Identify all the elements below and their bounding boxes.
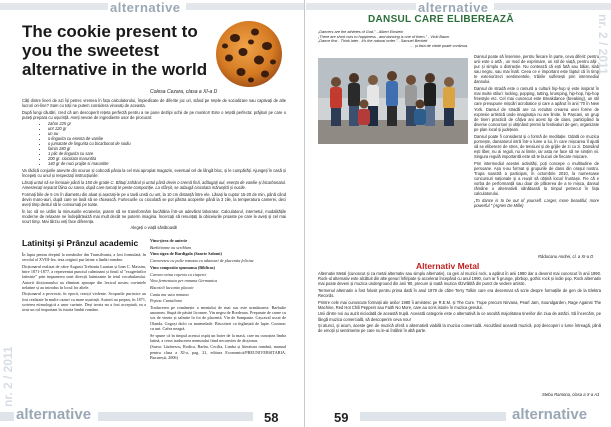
menu-item: Biscoteli laccanto placate <box>150 284 194 290</box>
menu-item: Popesc Cantaliono <box>150 298 182 304</box>
page-number-left: 58 <box>264 410 279 425</box>
latin-paragraph: Traducerea pe românește a meniului de mai sus este următoarea: Barbulie anoarom. Stupă de păsări liconare. Vin negru de Bordeaux. Preparate de carne cu sos de vinete și salmite în foi de placentă. Vin de Sampanie. Cașcaval uscat de Olanda. Gogoși dulci cu marmelade. Biscotteri cu înghețată de lapte. Cozonac cu unt. Cafea neagră. <box>150 305 286 331</box>
latin-paragraph: În lupta pentru dreptul la românilor din Transilvania, a fost formulată, în secolul al XVIII-lea, teza originii pur latine a limbii române. <box>22 252 146 263</box>
cookie-body <box>216 21 282 87</box>
footer-band-mid <box>98 412 253 421</box>
metal-paragraph: Alternativ Metal (cunoscut și ca metal alternativ sau simplu alternativ), ca gen al muzicii rock, a apărut în anii 1980 dar a devenit mai cunoscut în anii 1990. Rock-ul alternativ este alcătuit din alte genuri înfiripate și accelerat începând cu anul 1990, cum ar fi grunge, pbrbop, gothic rock și indie pop. Rock alternativ mai poate deveni și muzica underground din anii '80, precum și toată muzica răzvrătită din punct de vedere artistic. <box>318 271 601 287</box>
ingredient-item: • 140 gr de nuci prajite si maruntite <box>48 161 286 166</box>
menu-item: Vinu sigra de Burdigala (Sancte Salomi) <box>150 251 222 257</box>
dance-quotes <box>318 30 468 48</box>
quote: „Dance first . Think later . It's the natural order." - Samuel Beckett <box>318 39 428 44</box>
ingredient-item: • o jumatate de lingurita cu bicarbonat de sodiu <box>48 141 286 146</box>
quote: „There are short cuts to happiness , and dancing is one of them." - Vicki Baum <box>318 34 450 39</box>
header-band-right <box>494 3 611 10</box>
latin-paragraph: Dicționarul a provocat, în epocă, reacții violente. Scopurile puristice au fost realizate în multe cazuri cu mare ușurință. Autorii au propus, în 1871, scrierea etimologică a unor cuvinte. Deși teoria nu a fost acceptată, ea a avut un rol important în istoria limbii române. <box>22 291 146 313</box>
metal-paragraph: Unii dintre noi au auzit niciodată de această trupă. Această categorie este o alternativă la ce ascultă majoritatea tinerilor din ziua de astăzi. Să încercăm, pe lângă muzica comercială, să descoperim ceva nou! <box>318 311 601 322</box>
menu-item: Vinu composito spumansa (Biblicas) <box>150 264 215 270</box>
ingredient-item: • 1 plic de lingurita cu sare <box>48 151 286 156</box>
cookie-paragraph: Lăsați untul să se înmoaie până la 150 de grade C. Bătuți zahărul și untul până devin o cremă fină, adăugați oul, esența de vanilie și bicarbonatul. Amestecați separat făina cu sarea, după care turnați le peste compoziție. La sfârșit, se adaugă ciocolata mărunțită și nucile. <box>22 180 286 191</box>
menu-item: Carnea ovina coperta cu ciuperci <box>150 271 207 277</box>
latin-article-col2 <box>150 238 286 362</box>
side-text-left: nr. 2 / 2011 <box>1 346 15 407</box>
footer-word-left: alternative <box>16 406 92 423</box>
ingredient-item: • o lingurita cu esenta de vanilie <box>48 136 286 141</box>
cookie-intro: Câți dintre lineri de azi își petrec vremea în fața calculatorului, împiedicate de diferite joc uri, stând pe rețele de socializare sau captivați de alte lucruri on-line? Sam cu toții ne putem considera vinovați de aceasta. <box>22 98 286 109</box>
header-word-right: alternative <box>418 0 489 15</box>
header-band-right <box>186 3 305 10</box>
metal-paragraph: Și atunci, și acum, aceste gen de muzică oferă o alternativă viabilă la muzica comercială. Ascultând această muzică, poți descoperi o lume întreagă, plină de emoții și sentimente pe care nu le-ai întâlnit în altă parte. <box>318 323 601 334</box>
side-text-right: nr. 2 / 2011 <box>596 14 610 75</box>
footer-band-mid <box>360 412 506 421</box>
cookie-article-author: Colesa Cezara, clasa a XI-a D <box>150 89 218 95</box>
header-band-left <box>0 3 108 10</box>
cookie-paragraph: În loc să ne uităm la minusurile ecranelor, putem să ne transformăm bucătăria într-un adevărat laborator. Calculatorul, internetul, modalitățile moderne de relaxare ne îndepărtează mai mult decât ne puterm imagina. Încercați să renunțați la obiceiurile proaste pe care le aveți și cel mai scurt timp. Mai târziu veți face diferența. <box>22 208 286 224</box>
cookie-article-body <box>22 98 286 232</box>
footer-word-right: alternative <box>512 406 588 423</box>
page-number-right: 59 <box>334 410 349 425</box>
cookie-article-title: The cookie present to you the sweetest alternative in the world <box>22 22 208 79</box>
latin-article-title: Latinitşi şi Prânzul academic <box>22 238 139 248</box>
menu-item: Vinu-ţirra de antecie <box>150 238 188 243</box>
dance-group-photo <box>318 58 468 144</box>
right-page <box>306 0 611 427</box>
menu-item: Cantu ma vuta romana <box>150 291 189 297</box>
metal-paragraph: Printre cele mai cunoscute formații ale anilor 1980 îi amintesc pe R.E.M. și The Cure. Trupe precum Nirvana, Pearl Jam, Soundgarden, Rage Against The Machine, Red Hot Chili Peppers sau Faith No More, care au scris istorie în muzica genului. <box>318 299 601 310</box>
cookie-image <box>213 18 285 90</box>
dance-paragraph: Dansul poate să însemne, pentru fiecare în parte, ceva diferit: pentru unii este o artă , un mod de exprimare, un stil de viață, pentru alții , pur și simplu o distracție. Nu contează că ești fată sau băiat, slab sau negru, sau mai înalt. Ceea ce e important este faptul că în timp te exteriorizezi sentimentele, trăirile sufletești prin intermediul dansului. <box>474 54 599 85</box>
dance-paragraph: Prin intermediul acestei activități, poți concepe o multitudine de persoane. Așa s-au format și grupurile de dans din orașul nostru. Trupa noastră a participat, în octombrie 2010, la numeroase concursuri naționale și a reușit să obțină locuri fruntașe. Fie că e vorba de performanță sau doar de plăcerea de a te mișca, dansul rămâne o alternativă sănătoasă la timpul petrecut în fața calculatorului. <box>474 160 599 197</box>
cookie-closing: Alegeți o viață sănătoasă! <box>130 225 178 231</box>
ingredient-item: • unt 120 gr <box>48 126 286 131</box>
menu-item: Vinu fermentata per romana Germanica <box>150 278 218 284</box>
ingredient-item: • 200 gr. ciocolata maruntita <box>48 156 286 161</box>
latin-source: (Sursa: Lăzărescu, Rodica, Barbu, Cecilia, Limba și literatura română, manual pentru clasa a XI-a, pag. 21, editura Economică/PREUNIVERSITARIA, București, 2006) <box>150 344 286 360</box>
left-page <box>0 0 305 427</box>
dance-paragraph: Dansul poate fi considerat și o formă de meditație. Odată ce muzica pornește, dansatorul intră într-o lume a lui, în care mișcarea îl ajută să se elibereze de stres, de tensiuni și de grijile de zi cu zi. Dansând ești liber, nu ai reguli, nu ai limite, iar asta ne face să ne simțim vii. Singura regulă importantă este să te bucuri de fiecare mișcare. <box>474 133 599 159</box>
dance-closing-quote: „To dance is to be out of yourself. Larger, more beautiful, more powerful." (Agnes De Mille) <box>474 197 599 208</box>
dance-article-body <box>474 54 599 210</box>
latin-article-col1 <box>22 252 146 314</box>
header-band-left <box>306 3 416 10</box>
menu-item: Carnerescu cu pulie romana cu adaosuri de placentia feliciae <box>150 258 254 264</box>
latin-paragraph: Se spune că în timpul acestui ospăț un boier de la masă, care nu cunoștea limba latină, a cerut traducerea menuiului fiind neconvins de dicționar. <box>150 332 286 343</box>
dance-article-signature: Răducanu Andrei, cl. a XI-a D <box>538 254 594 259</box>
metal-article-signature: Stebu Ramona, clasa a X-a A1 <box>542 392 600 397</box>
quote-note: … și lista de citate poate continua. <box>410 43 468 48</box>
cookie-paragraph: După lungi căutări, cred că am descoperit rețeta perfectă pentru a ne pune dezlipi ochii de pe monitor! Este o rețetă perfecta: prăjituri pe care o puteți prepara cu ușurință. Aveți nevoie de ingrediente usor de procurat: <box>22 109 286 120</box>
ingredient-item: • zahar 225 gr <box>48 121 286 126</box>
metal-article-title: Alternativ Metal <box>416 261 480 271</box>
ingredient-item: • un ou <box>48 131 286 136</box>
ingredient-item: • fainia 180 gr <box>48 146 286 151</box>
cookie-paragraph: Va rădică conjurile anevrte din scurun și cobcotă pânia la cel mai apropiat magazin, eventual cel de lângă bloc, și le cumpărăți. Ajungeți în casă și începeți cu unul și respectați instrucțiunile: <box>22 168 286 179</box>
cookie-paragraph: Formați bile de 5 cm în diametru din aluat și așezați-le pe o tavă unsă cu unt, la 10 cm distanță între ele. Lăsați la cuptor 15-20 de min, până când devin maro-auri, după care se lasă să se răcească. Furtecurile cu ciocolată se pot păstra acoperite până la 3 zile, la temperatura camerei, deci aveți timp destul să le consumați pe toate. <box>22 191 286 207</box>
menu-item: Barbitionne ou scriblum <box>150 244 191 250</box>
ingredients-list <box>48 121 286 166</box>
metal-article-body <box>318 271 601 335</box>
metal-paragraph: Termenul alternativ a fost folosit pentru prima dată în anul 1979 de către Terry Tolkin care era desemnat să scrie despre formațiile de gen de la Elektra Records. <box>318 287 601 298</box>
footer-band-left <box>0 412 14 421</box>
dance-article-title: DANSUL CARE ELIBEREAZĂ <box>368 14 514 25</box>
quote: „Dancers are the athletes of God." - Albert Einstein <box>318 30 404 34</box>
header-word-left: alternative <box>110 0 181 15</box>
latin-paragraph: Dicționarul realizat de către Augusti Treboniu Laurian și Ioan C. Massim, între 1871-1877, a reprezentat punctul culminant și finsil al "exagerărilor latiniste" prin impunerea unei direcții latinizante în tetul vocabularului. Autorii dicționarului au eliminat aproape din lexicul nostru cuvintele nelatine și au introdus în locul lor altele. <box>22 263 146 290</box>
dance-paragraph: Dansul de stradă este o ramură a culturii hip-hop și este inspirat în mai multe stiluri: locking, popping, tutting, krumping, hip-hop, hip-hop freestyle etc. Cel mai cunoscut este Breakdance (breaking), un stil care presupune mișcări acrobatice și care a apărut în anii '70 în New York. Dansul de stradă are ca rezultat crearea unei forme de expresie artistică unde imaginația nu are limite. În Pașcani, un grup de tineri practică de câțiva ani acest tip de dans, participând la diverse concursuri și obținând premii la festivaluri de gen, organizate pe plan local și județean. <box>474 86 599 132</box>
